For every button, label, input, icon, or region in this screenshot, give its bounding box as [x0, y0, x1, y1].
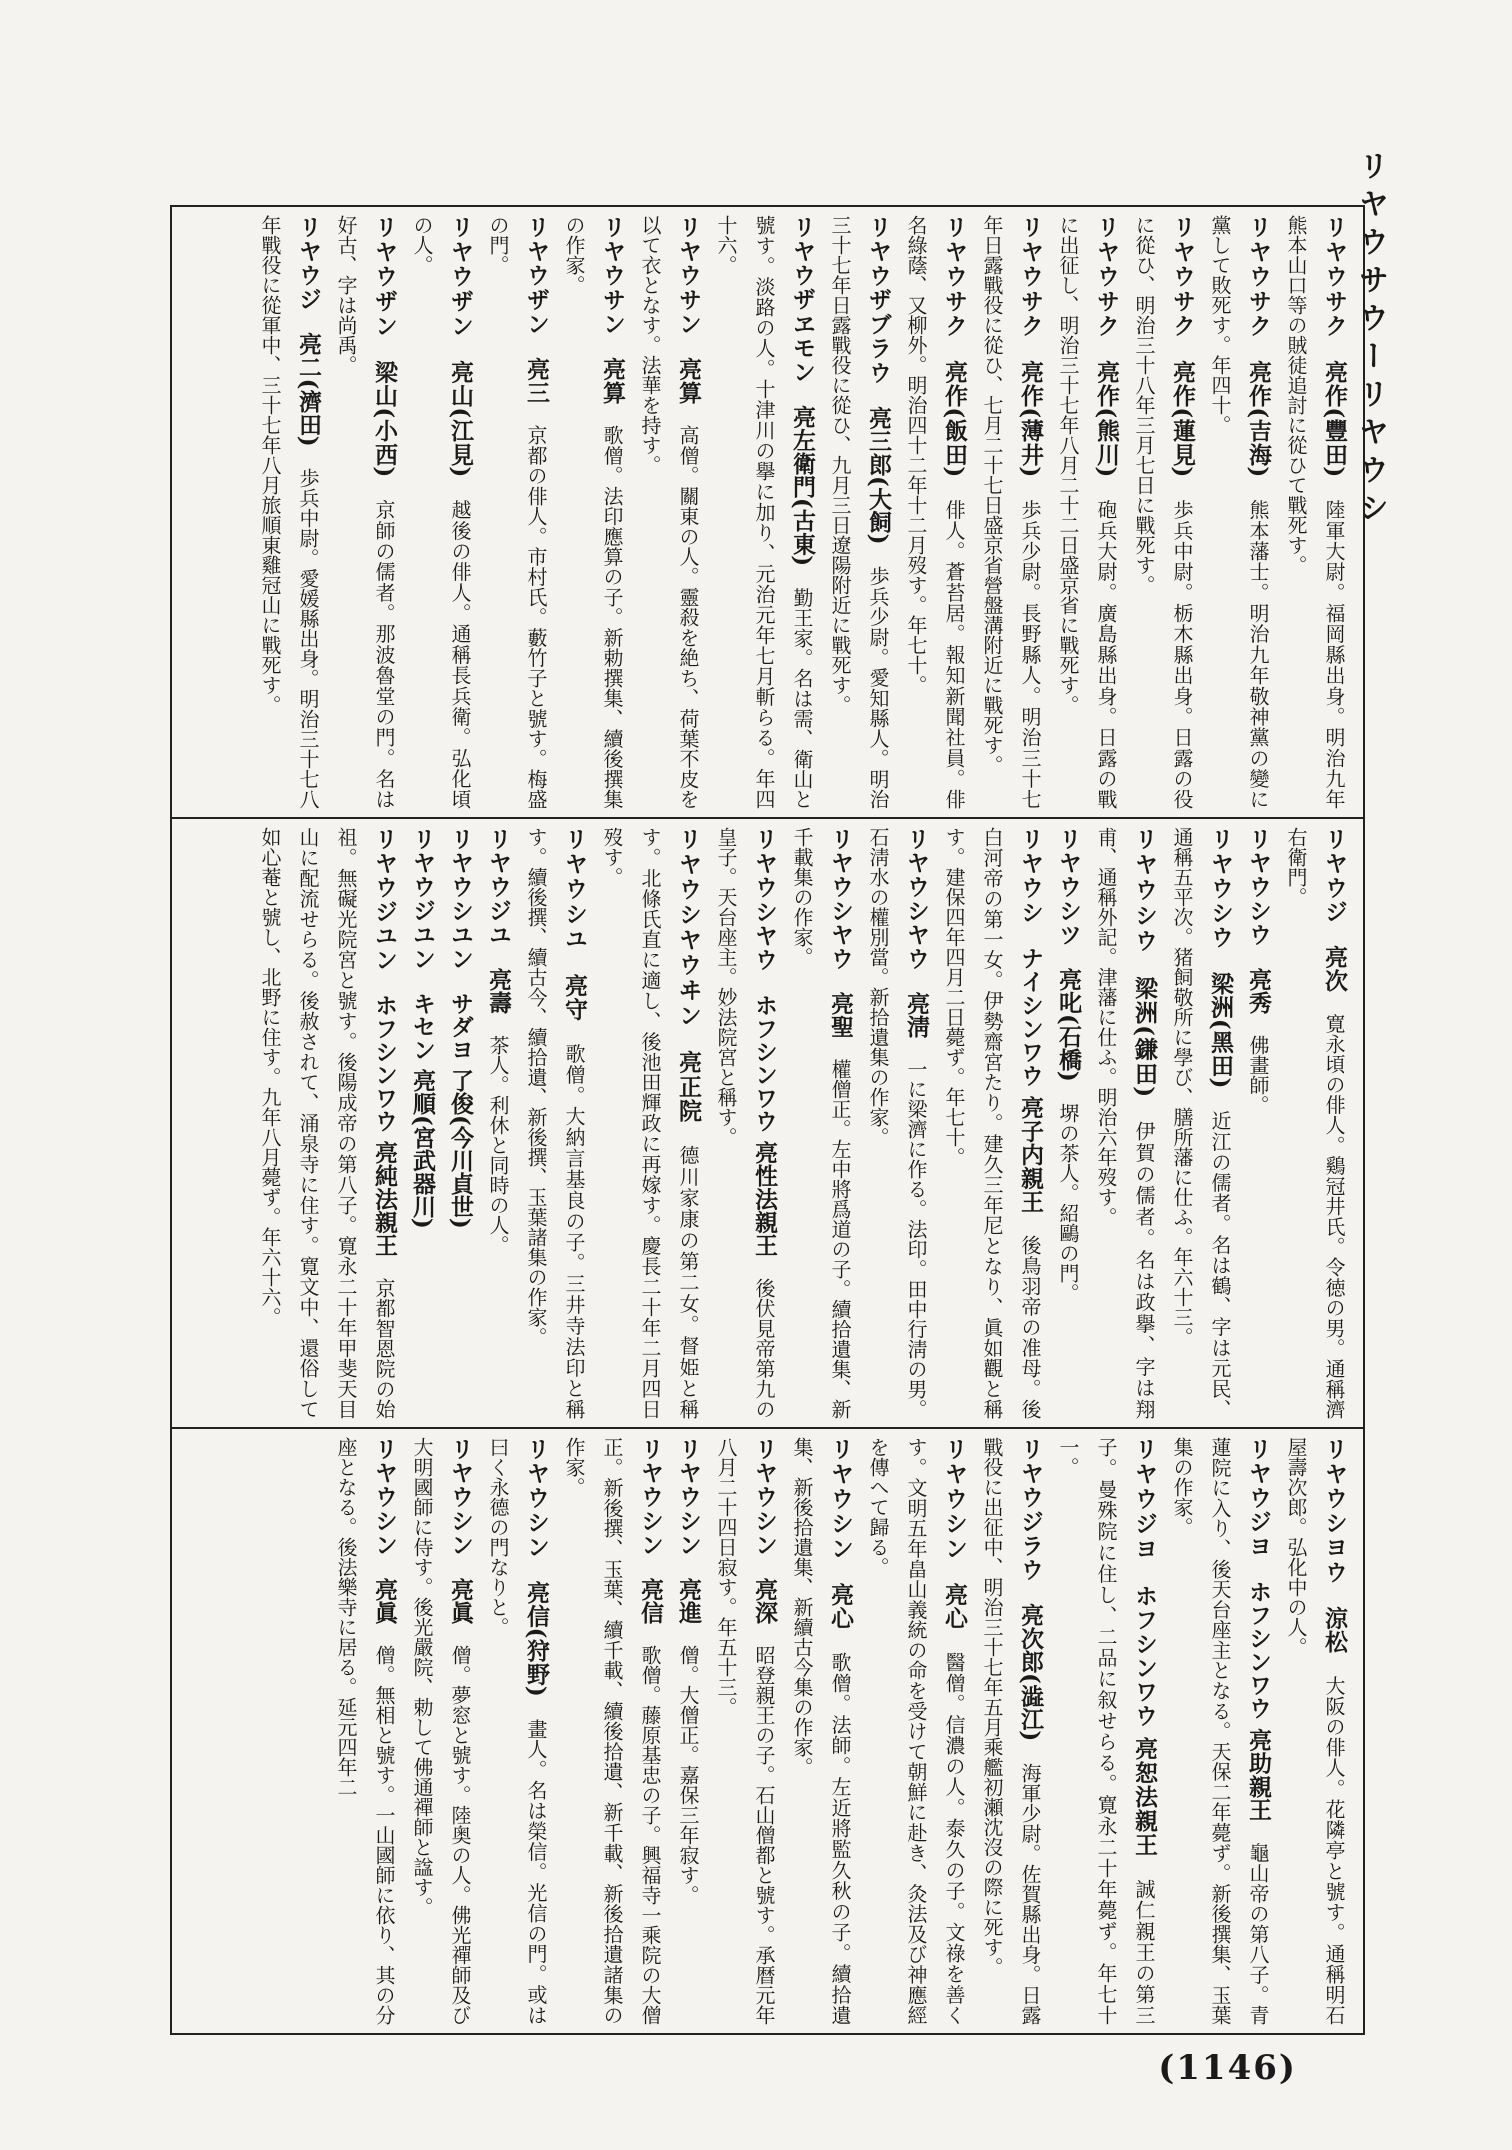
dictionary-entry: [403, 827, 441, 1419]
entry-name: 亮作(蓮見): [1169, 360, 1196, 478]
entry-text: 僧。大僧正。嘉保三年寂す。: [676, 1645, 700, 1905]
entry-reading: リヤウジヨ: [1131, 1437, 1158, 1562]
dictionary-entry: [669, 1437, 707, 2025]
entry-text: 歌僧。法師。左近將監久秋の子。續拾遺集、新後拾遺集、新續古今集の作家。: [790, 1437, 852, 2026]
entry-reading: リヤウシヤウヰン: [675, 827, 702, 1029]
entry-name: 亮作(飯田): [941, 360, 968, 478]
entry-name: 亮守: [561, 973, 588, 1022]
entry-reading: リヤウシン: [637, 1437, 664, 1557]
dictionary-entry: [707, 1437, 783, 2025]
entry-reading: リヤウシ: [1017, 827, 1044, 925]
entry-reading: リヤウシユ: [561, 827, 588, 952]
entry-name: 亮次: [1321, 945, 1348, 993]
entry-text: 俳人。蒼苔居。報知新聞社員。俳名綠蔭、又柳外。明治四十二年十二月歿す。年七十。: [904, 215, 966, 810]
entry-name: ナイシンワウ 亮子内親王: [1017, 946, 1044, 1214]
dictionary-entry: [327, 1437, 403, 2025]
dictionary-entry: [1239, 827, 1277, 1419]
entry-reading: リヤウザン: [371, 215, 398, 339]
entry-name: ホフシンワウ 亮性法親王: [751, 993, 778, 1257]
entry-text: 歌僧。藤原基忠の子。興福寺一乘院の大僧正。新後撰、玉葉、續千載、續後拾遺、新千載、新後拾遺諸集の作家。: [562, 1437, 662, 2025]
entry-text: 砲兵大尉。廣島縣出身。日露の戰に出征し、明治三十七年八月二十二日盛京省に戰死す。: [1056, 215, 1118, 810]
entry-reading: リヤウサク: [1169, 215, 1196, 339]
entry-text: 龜山帝の第八子。青蓮院に入り、後天台座主となる。天保二年薨ず。新後撰集、玉葉集の作家。: [1170, 1437, 1270, 2026]
dictionary-entry: [593, 827, 707, 1419]
entry-text: 後鳥羽帝の准母。後白河帝の第一女。伊勢齋宮たり。建久三年尼となり、眞如觀と稱す。建保四年四月二日薨ず。年七十。: [942, 827, 1042, 1419]
entry-reading: リヤウジユ: [485, 827, 512, 947]
dictionary-entry: [1163, 1437, 1277, 2025]
entry-name: 亮算: [675, 357, 702, 404]
entry-text: 茶人。利休と同時の人。: [486, 1035, 510, 1255]
entry-reading: リヤウザヱモン: [789, 215, 816, 385]
dictionary-entry: [441, 827, 479, 1419]
entry-reading: リヤウジヨ: [1245, 1437, 1272, 1559]
entry-name: 亮山(江見): [447, 360, 474, 478]
entry-text: 後伏見帝第九の皇子。天台座主。妙法院宮と稱す。: [714, 827, 776, 1420]
dictionary-entry: [403, 1437, 479, 2025]
entry-text: 歩兵中尉。栃木縣出身。日露の役に從ひ、明治三十八年三月七日に戰死す。: [1132, 215, 1194, 810]
entry-name: 亮左衛門(古東): [789, 405, 816, 567]
entry-reading: リヤウジユン: [371, 827, 398, 973]
entry-name: 亮深: [751, 1578, 778, 1624]
entry-text: 近江の儒者。名は鶴、字は元民、通稱五平次。猪飼敬所に學び、膳所藩に仕ふ。年六十三。: [1170, 827, 1232, 1420]
dictionary-entry: [1201, 215, 1277, 809]
dictionary-entry: [251, 827, 403, 1419]
dictionary-entry: [555, 1437, 669, 2025]
dictionary-entry: [1049, 1437, 1163, 2025]
dictionary-frame: [170, 205, 1365, 2035]
dictionary-entry: [859, 827, 935, 1419]
entry-name: 亮心: [827, 1582, 854, 1631]
entry-name: サダヨ 了俊(今川貞世): [447, 992, 474, 1229]
entry-text: 僧。無相と號す。一山國師に依り、其の分座となる。後法樂寺に居る。延元四年二: [334, 1437, 396, 2025]
entry-reading: リヤウシン: [751, 1437, 778, 1557]
entry-text: 京都智恩院の始祖。無礙光院宮と號す。後陽成帝の第八子。寛永二十年甲斐天目山に配流せらる。後赦されて、涌泉寺に住す。寛文中、還俗して如心菴と號し、北野に住す。九年八月薨ず。年六十六。: [258, 827, 396, 1420]
entry-name: 梁洲(黑田): [1207, 971, 1234, 1089]
entry-reading: リヤウシウ: [1131, 827, 1158, 954]
entry-reading: リヤウシウ: [1245, 827, 1272, 947]
entry-name: 亮壽: [485, 968, 512, 1014]
entry-reading: リヤウサク: [941, 215, 968, 339]
entry-name: 亮進: [675, 1578, 702, 1624]
entry-name: 亮正院: [675, 1050, 702, 1123]
entry-reading: リヤウシヨウ: [1321, 1437, 1348, 1585]
entry-text: 越後の俳人。通稱長兵衛。弘化頃の人。: [410, 215, 472, 810]
dictionary-entry: [783, 827, 859, 1419]
entry-reading: リヤウシヤウ: [903, 827, 930, 971]
entry-name: 亮二(濟田): [295, 332, 322, 447]
entry-reading: リヤウジ: [1321, 827, 1348, 925]
dictionary-entry: [1163, 827, 1239, 1419]
entry-reading: リヤウシヤウ: [751, 827, 778, 973]
entry-text: 僧。夢窓と號す。陸奥の人。佛光禪師及び大明國師に侍す。後光嚴院、勅して佛通禪師と諡す。: [410, 1437, 472, 2025]
entry-reading: リヤウシツ: [1055, 827, 1082, 947]
entry-text: 德川家康の第二女。督姫と稱す。北條氏直に適し、後池田輝政に再嫁す。慶長二十年二月四日歿す。: [600, 827, 700, 1420]
entry-reading: リヤウシヤウ: [827, 827, 854, 971]
entry-name: 亮三郎(大飼): [865, 406, 892, 545]
tier-bottom: [172, 1427, 1363, 2033]
entry-reading: リヤウザブラウ: [865, 215, 892, 385]
entry-reading: リヤウサク: [1093, 215, 1120, 339]
dictionary-entry: [783, 1437, 859, 2025]
entry-name: 亮眞: [371, 1578, 398, 1624]
entry-text: 一に梁濟に作る。法印。田中行淸の男。石淸水の權別當。新拾遺集の作家。: [866, 827, 928, 1419]
entry-name: 梁洲(鎌田): [1131, 976, 1158, 1098]
entry-text: 昭登親王の子。石山僧都と號す。承暦元年八月二十四日寂す。年五十三。: [714, 1437, 776, 2025]
entry-name: ホフシンワウ 亮純法親王: [371, 993, 398, 1257]
entry-name: 亮算: [599, 357, 626, 404]
entry-reading: リヤウシン: [371, 1437, 398, 1557]
entry-text: 京師の儒者。那波魯堂の門。名は好古、字は尚禹。: [334, 215, 396, 810]
dictionary-entry: [251, 215, 327, 809]
dictionary-entry: [1087, 827, 1163, 1419]
tier-middle: [172, 817, 1363, 1427]
dictionary-entry: [1277, 1437, 1353, 2025]
entry-text: 伊賀の儒者。名は政擧、字は翔甫、通稱外記。津藩に仕ふ。明治六年歿す。: [1094, 827, 1156, 1420]
entry-name: 亮聖: [827, 992, 854, 1038]
entry-text: 陸軍大尉。福岡縣出身。明治九年熊本山口等の賊徒追討に從ひて戰死す。: [1284, 215, 1346, 810]
entry-text: 堺の茶人。紹鷗の門。: [1056, 1102, 1080, 1303]
entry-reading: リヤウジ: [295, 215, 322, 312]
dictionary-entry: [1049, 215, 1125, 809]
dictionary-entry: [1277, 215, 1353, 809]
dictionary-entry: [935, 827, 1049, 1419]
dictionary-entry: [517, 827, 593, 1419]
entry-name: 亮淸: [903, 992, 930, 1038]
dictionary-entry: [631, 215, 707, 809]
entry-text: 佛畫師。: [1246, 1035, 1270, 1115]
dictionary-entry: [1049, 827, 1087, 1419]
entry-reading: リヤウサン: [599, 215, 626, 337]
entry-name: ホフシンワウ 亮恕法親王: [1131, 1584, 1158, 1857]
entry-text: 寛永頃の俳人。鷄冠井氏。令徳の男。通稱濟右衛門。: [1284, 827, 1346, 1420]
entry-reading: リヤウシン: [447, 1437, 474, 1557]
entry-reading: リヤウシン: [675, 1437, 702, 1557]
entry-name: 亮信: [637, 1578, 664, 1624]
dictionary-entry: [1277, 827, 1353, 1419]
entry-reading: リヤウシユン: [447, 827, 474, 971]
entry-name: 亮作(豐田): [1321, 360, 1348, 478]
entry-text: 畫人。名は榮信。光信の門。或は曰く永德の門なりと。: [486, 1437, 548, 2025]
dictionary-entry: [707, 215, 821, 809]
entry-text: 海軍少尉。佐賀縣出身。日露戰役に出征中、明治三十七年五月乘艦初瀬沈沒の際に死す。: [980, 1437, 1042, 2026]
entry-name: 亮作(薄井): [1017, 360, 1044, 478]
entry-name: 亮作(吉海): [1245, 360, 1272, 478]
dictionary-entry: [555, 215, 631, 809]
dictionary-entry: [973, 215, 1049, 809]
entry-name: キセン 亮順(宮武器川): [409, 992, 436, 1229]
entry-text: 高僧。關東の人。靈殺を絶ち、荷葉不皮を以て衣となす。法華を持す。: [638, 215, 700, 810]
entry-name: 亮叱(石橋): [1055, 968, 1082, 1082]
dictionary-entry: [707, 827, 783, 1419]
entry-reading: リヤウシン: [523, 1437, 550, 1560]
dictionary-entry: [479, 215, 555, 809]
entry-reading: リヤウシン: [827, 1437, 854, 1561]
entry-reading: リヤウザン: [447, 215, 474, 339]
dictionary-entry: [479, 1437, 555, 2025]
tier-top: [172, 207, 1363, 817]
entry-name: 涼松: [1321, 1606, 1348, 1654]
dictionary-entry: [821, 215, 897, 809]
entry-reading: リヤウジラウ: [1017, 1437, 1044, 1583]
dictionary-entry: [897, 215, 973, 809]
dictionary-entry: [1125, 215, 1201, 809]
entry-reading: リヤウサク: [1321, 215, 1348, 339]
entry-text: 醫僧。信濃の人。泰久の子。文祿を善くす。文明五年畠山義統の命を受けて朝鮮に赴き、灸法及び神應經を傳へて歸る。: [866, 1437, 966, 2026]
entry-text: 歩兵中尉。愛媛縣出身。明治三十七八年戰役に從軍中、三十七年八月旅順東雞冠山に戰死す。: [258, 215, 320, 810]
dictionary-entry: [859, 1437, 973, 2025]
entry-name: 亮眞: [447, 1578, 474, 1624]
entry-reading: リヤウザン: [523, 215, 550, 337]
entry-name: 亮信(狩野): [523, 1580, 550, 1697]
entry-text: 歩兵少尉。愛知縣人。明治三十七年日露戰役に從ひ、九月三日遼陽附近に戰死す。: [828, 215, 890, 810]
page-number: (1146): [1158, 2048, 1297, 2088]
dictionary-entry: [327, 215, 403, 809]
entry-reading: リヤウサン: [675, 215, 702, 337]
entry-reading: リヤウサク: [1017, 215, 1044, 339]
entry-name: 亮次郎(澁江): [1017, 1603, 1044, 1742]
entry-name: 亮秀: [1245, 968, 1272, 1014]
entry-text: 熊本藩士。明治九年敬神黨の變に黨して敗死す。年四十。: [1208, 215, 1270, 810]
entry-name: 亮三: [523, 357, 550, 404]
entry-text: 京都の俳人。市村氏。藪竹子と號す。梅盛の門。: [486, 215, 548, 810]
entry-reading: リヤウシン: [941, 1437, 968, 1561]
entry-text: 勤王家。名は需、衛山と號す。淡路の人。十津川の擧に加り、元治元年七月斬らる。年四十六。: [714, 215, 814, 810]
entry-name: 梁山(小西): [371, 360, 398, 478]
dictionary-entry: [403, 215, 479, 809]
entry-name: ホフシンワウ 亮助親王: [1245, 1579, 1272, 1822]
entry-reading: リヤウシウ: [1207, 827, 1234, 951]
entry-text: 歌僧。法印應算の子。新勅撰集、續後撰集の作家。: [562, 215, 624, 810]
entry-text: 大阪の俳人。花隣亭と號す。通稱明石屋壽次郎。弘化中の人。: [1284, 1437, 1346, 2026]
entry-name: 亮作(熊川): [1093, 360, 1120, 478]
entry-reading: リヤウジユン: [409, 827, 436, 971]
dictionary-entry: [479, 827, 517, 1419]
running-head: リヤウサウーリヤウシ: [1353, 150, 1388, 530]
entry-text: 歌僧。大納言基良の子。三井寺法印と稱す。續後撰、續古今、續拾遺、新後撰、玉葉諸集の作家。: [524, 827, 586, 1420]
entry-reading: リヤウサク: [1245, 215, 1272, 339]
entry-name: 亮心: [941, 1582, 968, 1631]
entry-text: 誠仁親王の第三子。曼殊院に住し、二品に叙せらる。寛永二十年薨ず。年七十一。: [1056, 1437, 1156, 2025]
dictionary-entry: [973, 1437, 1049, 2025]
entry-text: 權僧正。左中將爲道の子。續拾遺集、新千載集の作家。: [790, 827, 852, 1419]
entry-text: 歩兵少尉。長野縣人。明治三十七年日露戰役に從ひ、七月二十七日盛京省營盤溝附近に戰死す。: [980, 215, 1042, 810]
